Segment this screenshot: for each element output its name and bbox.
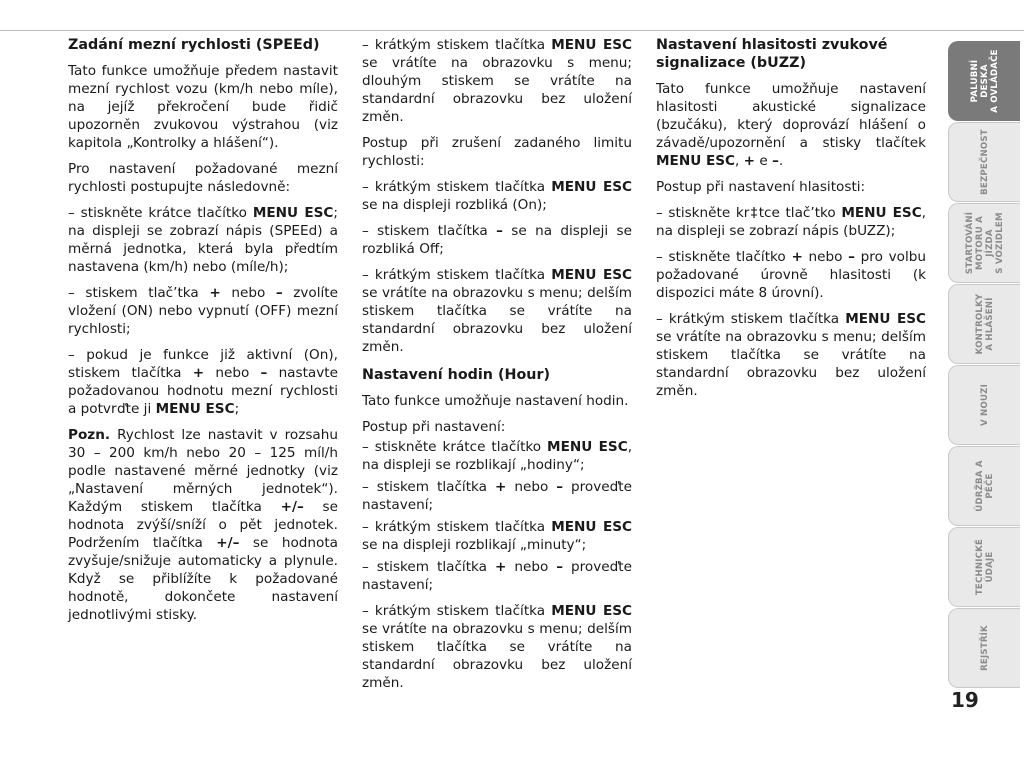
column-buzzer <box>656 36 926 408</box>
paragraph: Postup při zrušení zadaného limitu rychlosti: <box>362 135 632 169</box>
heading-buzzer: Nastavení hlasitosti zvukové signalizace (bUZZ) <box>656 37 888 71</box>
paragraph: Tato funkce umožňuje předem nastavit mezní rychlost vozu (km/h nebo míle), na jejíž překročení bude řidič upozorněn zvukovou výstrahou (viz kapitola „Kontrolky a hlášení“). <box>68 63 338 151</box>
step: – stiskem tlač’tka + nebo – zvolíte vložení (ON) nebo vypnutí (OFF) mezní rychlosti; <box>68 285 338 337</box>
tab-label: V NOUZI <box>979 384 990 426</box>
tab-dashboard-controls[interactable] <box>948 41 1020 121</box>
tab-index[interactable] <box>948 608 1020 688</box>
paragraph: Pro nastavení požadované mezní rychlosti postupujte následovně: <box>68 161 338 195</box>
heading-speed-limit: Zadání mezní rychlosti (SPEEd) <box>68 37 320 53</box>
tab-label: KONTROLKY A HLÁŠENÍ <box>974 293 995 355</box>
step: – krátkým stiskem tlačítka MENU ESC se na displeji rozblikají „minuty“; <box>362 519 633 553</box>
step: – krátkým stiskem tlačítka MENU ESC se vrátíte na obrazovku s menu; delším stiskem tlačítka se vrátíte na standardní obrazovku bez uložení změn. <box>362 267 633 355</box>
paragraph: Tato funkce umožňuje nastavení hlasitosti akustické signalizace (bzučáku), který doprovází hlášení o závadě/upozornění a stisky tlačítek MENU ESC, + e –. <box>656 81 926 169</box>
paragraph: Tato funkce umožňuje nastavení hodin. <box>362 393 629 409</box>
chapter-tabs <box>948 41 1024 689</box>
paragraph: Postup při nastavení: <box>362 419 506 435</box>
note: Pozn. Rychlost lze nastavit v rozsahu 30 – 200 km/h nebo 20 – 125 míl/h podle nastavené měrné jednotky (viz „Nastavení měrných jednotek“). Každým stiskem tlačítka +/– se hodnota zvýší/sníží o pět jednotek. Podržením tlačítka +/– se hodnota zvyšuje/snižuje automaticky a plynule. Když se přiblížíte k požadované hodnotě, dokončete nastavení jednotlivými stisky. <box>68 427 338 623</box>
step: – stiskněte krátce tlačítko MENU ESC, na displeji se rozblikají „hodiny“; <box>362 439 633 473</box>
tab-label: TECHNICKÉ ÚDAJE <box>974 538 995 596</box>
tab-label: STARTOVÁNÍ MOTORU A JÍZDA S VOZIDLEM <box>964 211 1005 275</box>
tab-warning-lights[interactable] <box>948 284 1020 364</box>
step: – stiskem tlačítka – se na displeji se rozbliká Off; <box>362 223 632 257</box>
column-hour <box>362 36 632 700</box>
step: – stiskněte tlačítko + nebo – pro volbu požadované úrovně hlasitosti (k dispozici máte 8 úrovní). <box>656 249 926 301</box>
tab-starting-driving[interactable] <box>948 203 1020 283</box>
tab-label: ÚDRŽBA A PÉČE <box>974 460 995 512</box>
heading-hour: Nastavení hodin (Hour) <box>362 367 551 383</box>
tab-maintenance[interactable] <box>948 446 1020 526</box>
page-number: 19 <box>951 688 979 712</box>
step: – krátkým stiskem tlačítka MENU ESC se vrátíte na obrazovku s menu; delším stiskem tlačítka se vrátíte na standardní obrazovku bez uložení změn. <box>656 311 927 399</box>
tab-safety[interactable] <box>948 122 1020 202</box>
step: – stiskněte krátce tlačítko MENU ESC; na displeji se zobrazí nápis (SPEEd) a měrná jednotka, která byla předtím nastavena (km/h) nebo (míle/h); <box>68 205 338 275</box>
top-rule <box>0 30 1024 31</box>
step: – stiskem tlačítka + nebo – proveďte nastavení; <box>362 559 632 593</box>
column-speed-limit <box>68 36 338 632</box>
step: – pokud je funkce již aktivní (On), stiskem tlačítka + nebo – nastavte požadovanou hodnotu mezní rychlosti a potvrďte ji MENU ESC; <box>68 347 338 417</box>
tab-emergency[interactable] <box>948 365 1020 445</box>
step: – krátkým stiskem tlačítka MENU ESC se vrátíte na obrazovku s menu; dlouhým stiskem se vrátíte na standardní obrazovku bez uložení změn. <box>362 37 633 125</box>
step: – krátkým stiskem tlačítka MENU ESC se na displeji rozbliká (On); <box>362 179 633 213</box>
paragraph: Postup při nastavení hlasitosti: <box>656 179 866 195</box>
step: – stiskem tlačítka + nebo – proveďte nastavení; <box>362 479 632 513</box>
tab-label: REJSTŘÍK <box>979 625 990 671</box>
step: – krátkým stiskem tlačítka MENU ESC se vrátíte na obrazovku s menu; delším stiskem tlačítka se vrátíte na standardní obrazovku bez uložení změn. <box>362 603 633 691</box>
tab-label: BEZPEČNOST <box>979 129 990 195</box>
step: – stiskněte kr‡tce tlač’tko MENU ESC, na displeji se zobrazí nápis (bUZZ); <box>656 205 926 239</box>
tab-technical-data[interactable] <box>948 527 1020 607</box>
tab-label: PALUBNÍ DESKA A OVLÁDAČE <box>969 49 1000 113</box>
